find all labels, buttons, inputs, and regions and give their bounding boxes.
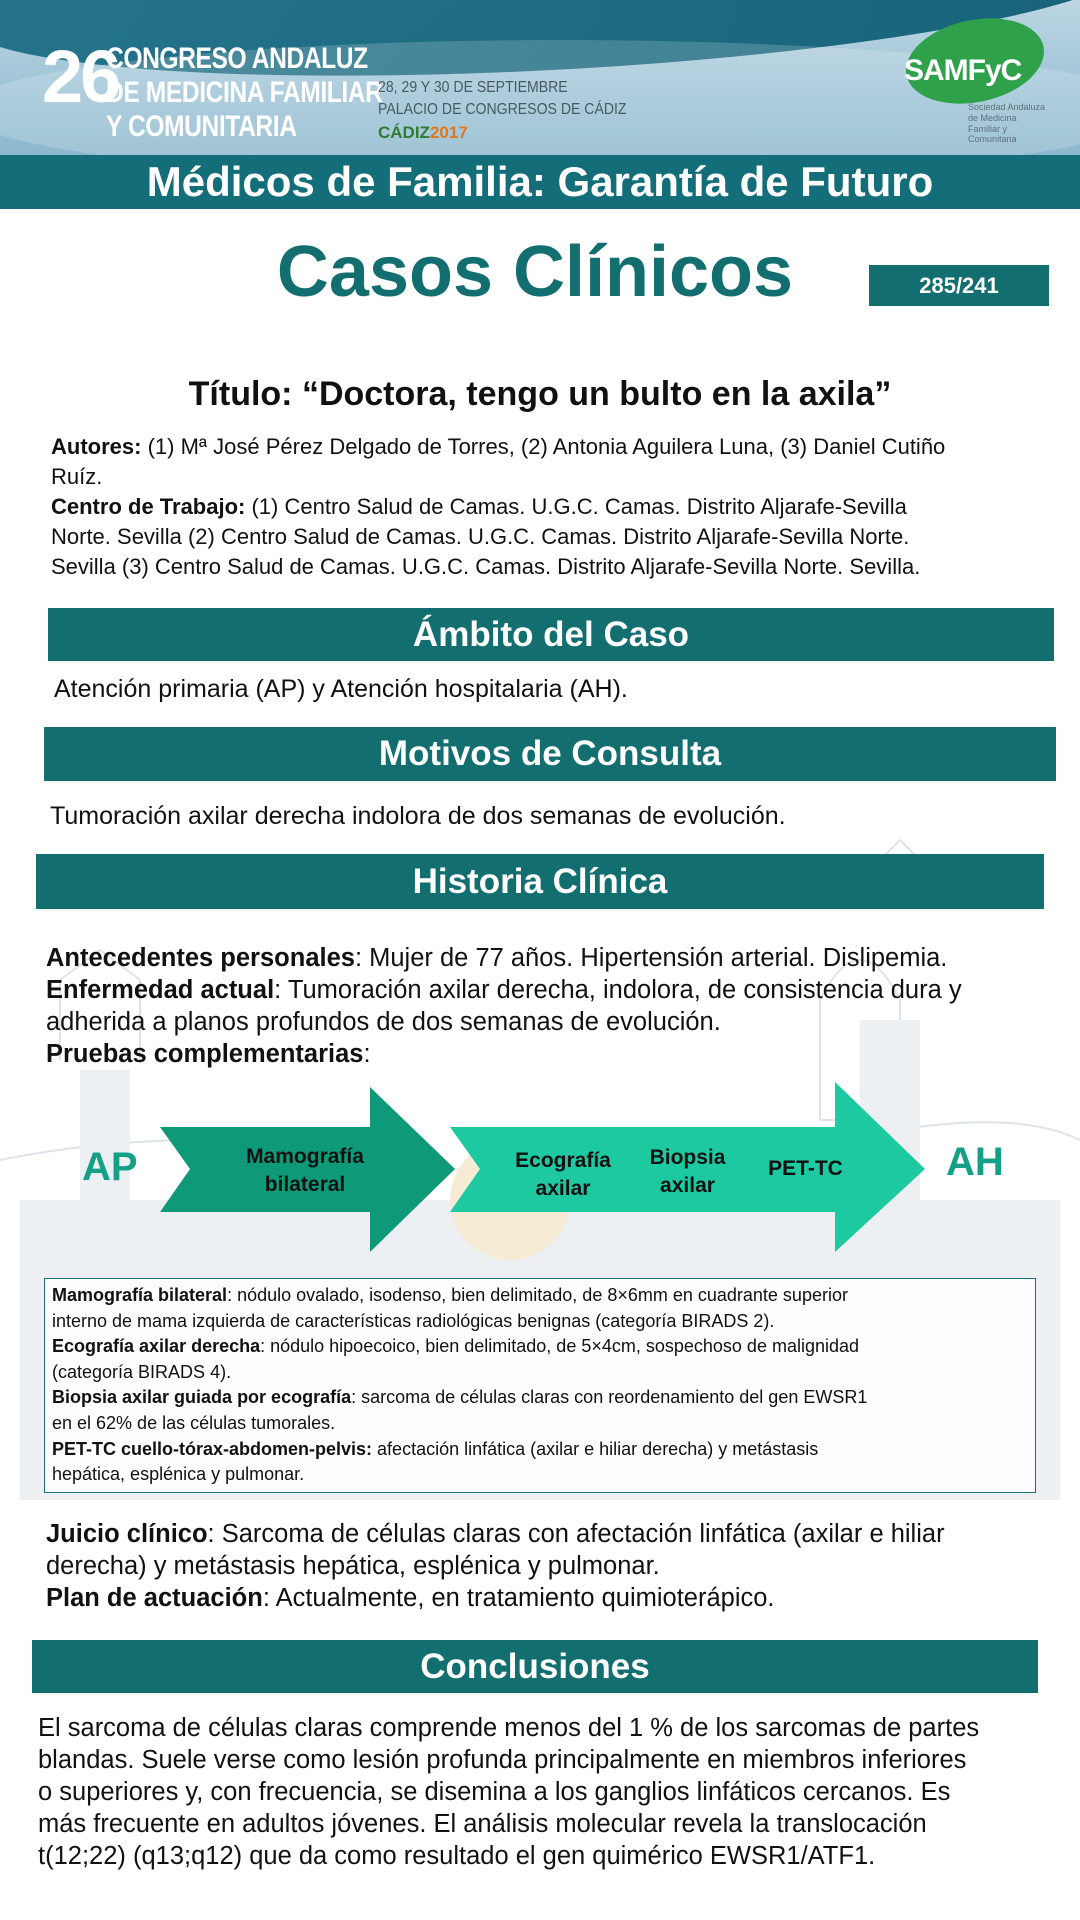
conclusiones-line-5: t(12;22) (q13;q12) que da como resultado el gen quimérico EWSR1/ATF1.	[38, 1842, 876, 1870]
congress-name-line-3: Y COMUNITARIA	[106, 110, 297, 143]
plan-label: Plan de actuación	[46, 1584, 263, 1612]
flow-label-ap: AP	[82, 1145, 138, 1189]
result-biopsia-label: Biopsia axilar guiada por ecografía	[52, 1387, 352, 1408]
congress-venue: PALACIO DE CONGRESOS DE CÁDIZ	[378, 101, 627, 118]
flow-label-ah: AH	[946, 1140, 1004, 1184]
workplace-line-3: Sevilla (3) Centro Salud de Camas. U.G.C. Camas. Distrito Aljarafe-Sevilla Norte. Sevilla.	[51, 554, 921, 579]
case-title: Título: “Doctora, tengo un bulto en la axila”	[188, 375, 892, 413]
authors-block	[51, 432, 1051, 582]
congress-dates: 28, 29 Y 30 DE SEPTIEMBRE	[378, 79, 568, 96]
plan-text: : Actualmente, en tratamiento quimioterápico.	[262, 1584, 775, 1612]
result-biopsia-line-1	[52, 1385, 1032, 1411]
motivos-text: Tumoración axilar derecha indolora de dos semanas de evolución.	[50, 802, 786, 830]
workplace-line-1	[51, 492, 1051, 522]
pruebas-colon: :	[363, 1040, 371, 1068]
ambito-text: Atención primaria (AP) y Atención hospitalaria (AH).	[54, 675, 628, 703]
conclusiones-line-4: más frecuente en adultos jóvenes. El análisis molecular revela la translocación	[38, 1810, 927, 1838]
conclusiones-line-3: o superiores y, con frecuencia, se disemina a los ganglios linfáticos cercanos. Es	[38, 1778, 951, 1806]
slogan: Médicos de Familia: Garantía de Futuro	[146, 158, 934, 205]
flow-step-mamografia-line-2: bilateral	[264, 1173, 346, 1196]
congress-header	[0, 0, 1080, 155]
test-results-text	[52, 1283, 1032, 1488]
congress-number: 26	[42, 35, 119, 118]
conclusiones-line-1: El sarcoma de células claras comprende menos del 1 % de los sarcomas de partes	[38, 1714, 980, 1742]
poster-code-badge: 285/241	[869, 265, 1049, 306]
conclusiones-line-2: blandas. Suele verse como lesión profunda principalmente en miembros inferiores	[38, 1746, 967, 1774]
flow-step-ecografia-line-1: Ecografía	[515, 1149, 611, 1172]
juicio-text-1: : Sarcoma de células claras con afectación linfática (axilar e hiliar	[207, 1520, 945, 1548]
flow-step-biopsia-line-1: Biopsia	[649, 1146, 726, 1169]
congress-city-year	[378, 124, 468, 141]
samfyc-logo-subtitle: Sociedad Andaluza de Medicina Familiar y Comunitaria	[968, 102, 1046, 145]
section-heading-motivos: Motivos de Consulta	[44, 727, 1056, 781]
enfermedad-label: Enfermedad actual	[46, 976, 275, 1004]
result-mamografia-label: Mamografía bilateral	[52, 1285, 228, 1305]
pruebas-line	[46, 1038, 1066, 1070]
flow-step-ecografia	[498, 1147, 628, 1203]
workplace-text-1: (1) Centro Salud de Camas. U.G.C. Camas. Distrito Aljarafe-Sevilla	[251, 494, 907, 519]
enfermedad-text-1: : Tumoración axilar derecha, indolora, de consistencia dura y	[274, 976, 962, 1004]
poster-category-title: Casos Clínicos	[276, 232, 794, 312]
result-mamografia-line-1	[52, 1283, 1032, 1309]
enfermedad-line-1	[46, 974, 1066, 1006]
conclusiones-text	[38, 1712, 1068, 1872]
result-biopsia-text-1: : sarcoma de células claras con reordenamiento del gen EWSR1	[351, 1387, 868, 1408]
flow-step-biopsia	[630, 1144, 745, 1200]
result-ecografia-text-1: : nódulo hipoecoico, bien delimitado, de 5×4cm, sospechoso de malignidad	[260, 1336, 860, 1357]
antecedentes-text: : Mujer de 77 años. Hipertensión arterial. Dislipemia.	[354, 944, 948, 972]
year-label: 2017	[429, 123, 468, 142]
result-mamografia-text-1: : nódulo ovalado, isodenso, bien delimitado, de 8×6mm en cuadrante superior	[227, 1285, 848, 1305]
section-heading-conclusiones: Conclusiones	[32, 1640, 1038, 1693]
congress-name-line-1: CONGRESO ANDALUZ	[106, 42, 368, 75]
workplace-line-2: Norte. Sevilla (2) Centro Salud de Camas. U.G.C. Camas. Distrito Aljarafe-Sevilla Norte.	[51, 524, 910, 549]
result-pettc-line-2: hepática, esplénica y pulmonar.	[52, 1464, 305, 1485]
flow-step-ecografia-line-2: axilar	[535, 1177, 591, 1200]
result-biopsia-line-2: en el 62% de las células tumorales.	[52, 1412, 336, 1433]
result-ecografia-line-2: (categoría BIRADS 4).	[52, 1361, 232, 1382]
authors-line-1	[51, 432, 1051, 462]
result-pettc-label: PET-TC cuello-tórax-abdomen-pelvis:	[52, 1438, 373, 1459]
enfermedad-line-2: adherida a planos profundos de dos semanas de evolución.	[46, 1008, 721, 1036]
pruebas-label: Pruebas complementarias	[46, 1040, 364, 1068]
result-ecografia-label: Ecografía axilar derecha	[52, 1336, 261, 1357]
flow-step-pettc: PET-TC	[768, 1157, 843, 1180]
result-pettc-line-1	[52, 1437, 1032, 1463]
section-heading-ambito: Ámbito del Caso	[48, 608, 1054, 661]
flow-step-biopsia-line-2: axilar	[660, 1174, 715, 1197]
juicio-line-1	[46, 1518, 1066, 1550]
samfyc-logo-text: SAMFyC	[904, 54, 1022, 87]
congress-name-line-2: DE MEDICINA FAMILIAR	[106, 76, 383, 109]
workplace-label: Centro de Trabajo:	[51, 494, 246, 519]
juicio-label: Juicio clínico	[46, 1520, 208, 1548]
antecedentes-label: Antecedentes personales	[46, 944, 355, 972]
section-heading-historia: Historia Clínica	[36, 854, 1044, 909]
flow-step-mamografia	[215, 1143, 395, 1199]
city-label: CÁDIZ	[378, 123, 430, 142]
juicio-block	[46, 1518, 1066, 1614]
juicio-line-2: derecha) y metástasis hepática, esplénica y pulmonar.	[46, 1552, 660, 1580]
antecedentes-line	[46, 942, 1066, 974]
result-mamografia-line-2: interno de mama izquierda de características radiológicas benignas (categoría BIRADS 2).	[52, 1310, 775, 1331]
historia-block	[46, 942, 1066, 1070]
flow-step-mamografia-line-1: Mamografía	[246, 1145, 364, 1168]
plan-line	[46, 1582, 1066, 1614]
authors-text-1: (1) Mª José Pérez Delgado de Torres, (2) Antonia Aguilera Luna, (3) Daniel Cutiño	[147, 434, 946, 459]
result-ecografia-line-1	[52, 1334, 1032, 1360]
result-pettc-text-1: afectación linfática (axilar e hiliar derecha) y metástasis	[372, 1438, 819, 1459]
authors-line-2: Ruíz.	[51, 464, 103, 489]
authors-label: Autores:	[51, 434, 142, 459]
